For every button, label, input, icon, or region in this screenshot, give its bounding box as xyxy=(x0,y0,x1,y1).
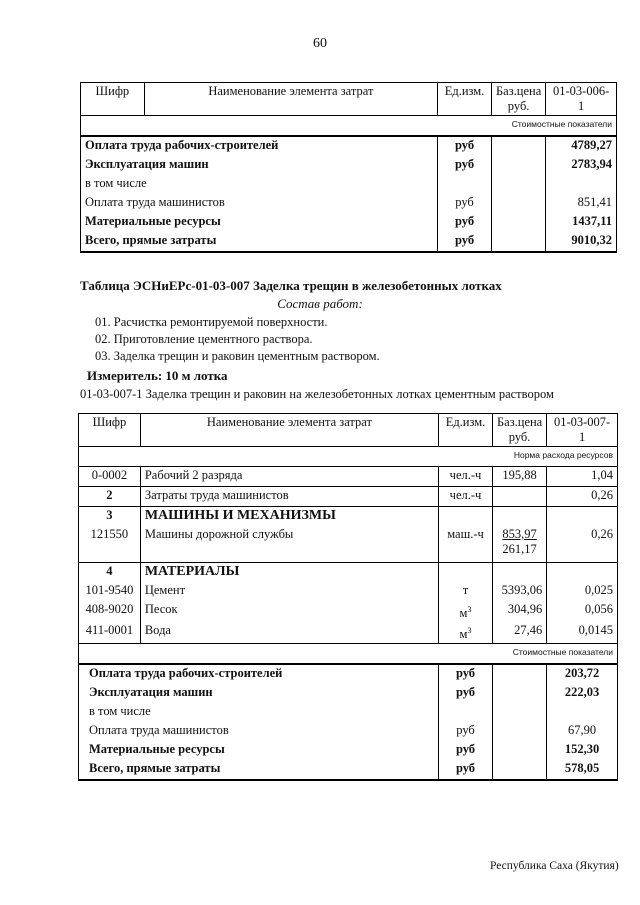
resource-name: Цемент xyxy=(140,582,438,601)
resource-price: 27,46 xyxy=(492,622,546,644)
cost-row-value: 1437,11 xyxy=(546,213,617,232)
resource-code: 0-0002 xyxy=(79,467,141,487)
cost-row-unit: руб xyxy=(439,722,493,741)
resource-price-secondary: 261,17 xyxy=(502,542,537,556)
resource-value: 0,0145 xyxy=(547,622,618,644)
cost-row-value: 578,05 xyxy=(547,760,618,780)
resource-name: Песок xyxy=(140,601,438,622)
cost-row-unit: руб xyxy=(439,664,493,684)
resource-unit: м xyxy=(459,627,468,642)
table-title: Таблица ЭСНиЕРс-01-03-007 Заделка трещин в железобетонных лотках xyxy=(80,278,502,293)
resource-code: 411-0001 xyxy=(79,622,141,644)
cost-row-value: 203,72 xyxy=(547,664,618,684)
resource-price: 304,96 xyxy=(492,601,546,622)
resource-unit: т xyxy=(439,582,493,601)
cost-row-name: Оплата труда рабочих-строителей xyxy=(81,136,438,156)
cost-row-name: Оплата труда машинистов xyxy=(79,722,439,741)
cost-row-unit: руб xyxy=(438,213,492,232)
cost-table-1 xyxy=(80,82,617,253)
header-name: Наименование элемента затрат xyxy=(140,414,438,447)
resource-price: 853,97 xyxy=(502,527,537,541)
cost-row-value: 851,41 xyxy=(546,194,617,213)
page-number: 60 xyxy=(313,36,327,51)
resource-name: Вода xyxy=(140,622,438,644)
resource-code: 121550 xyxy=(79,526,141,563)
cost-row-unit: руб xyxy=(438,136,492,156)
header-code: Шифр xyxy=(79,414,141,447)
cost-row-name: Всего, прямые затраты xyxy=(79,760,439,780)
cost-row-value: 67,90 xyxy=(547,722,618,741)
cost-row-unit: руб xyxy=(439,684,493,703)
section-name: МАТЕРИАЛЫ xyxy=(140,563,438,583)
section-name: МАШИНЫ И МЕХАНИЗМЫ xyxy=(140,507,438,527)
resource-unit: чел.-ч xyxy=(439,487,493,507)
resource-unit: чел.-ч xyxy=(439,467,493,487)
resource-value: 1,04 xyxy=(547,467,618,487)
composition-item: 03. Заделка трещин и раковин цементным раствором. xyxy=(95,349,380,363)
resource-unit: м xyxy=(459,606,468,621)
cost-row-name: Оплата труда машинистов xyxy=(81,194,438,213)
resource-unit: маш.-ч xyxy=(439,526,493,563)
cost-row-name: Материальные ресурсы xyxy=(79,741,439,760)
resource-name: Рабочий 2 разряда xyxy=(140,467,438,487)
resource-value: 0,26 xyxy=(547,487,618,507)
resource-name: Затраты труда машинистов xyxy=(140,487,438,507)
resource-code: 408-9020 xyxy=(79,601,141,622)
resource-value: 0,26 xyxy=(547,526,618,563)
norm-table xyxy=(78,413,618,781)
header-norm-code: 01-03-006-1 xyxy=(546,83,617,116)
measure-unit: Измеритель: 10 м лотка xyxy=(87,368,228,383)
cost-row-value: 9010,32 xyxy=(546,232,617,252)
header-name: Наименование элемента затрат xyxy=(144,83,437,116)
unit-superscript: 3 xyxy=(467,605,472,614)
resource-code: 101-9540 xyxy=(79,582,141,601)
cost-row-name: Материальные ресурсы xyxy=(81,213,438,232)
composition-item: 02. Приготовление цементного раствора. xyxy=(95,332,313,346)
cost-row-name: в том числе xyxy=(79,703,439,722)
header-norm-code: 01-03-007-1 xyxy=(547,414,618,447)
cost-row-unit: руб xyxy=(438,232,492,252)
resource-price: 195,88 xyxy=(492,467,546,487)
cost-row-value: 222,03 xyxy=(547,684,618,703)
resource-price: 5393,06 xyxy=(492,582,546,601)
section-code: 3 xyxy=(79,507,141,527)
footer-region: Республика Саха (Якутия) xyxy=(490,860,619,872)
subheader-cost: Стоимостные показатели xyxy=(79,644,618,665)
header-unit: Ед.изм. xyxy=(438,83,492,116)
cost-row-value: 2783,94 xyxy=(546,156,617,175)
resource-value: 0,056 xyxy=(547,601,618,622)
resource-name: Машины дорожной службы xyxy=(140,526,438,563)
cost-row-unit: руб xyxy=(439,760,493,780)
resource-value: 0,025 xyxy=(547,582,618,601)
subheader-norm: Норма расхода ресурсов xyxy=(79,447,618,467)
composition-item: 01. Расчистка ремонтируемой поверхности. xyxy=(95,315,328,329)
cost-row-value: 152,30 xyxy=(547,741,618,760)
section-code: 4 xyxy=(79,563,141,583)
composition-title: Состав работ: xyxy=(277,296,363,311)
resource-code: 2 xyxy=(79,487,141,507)
norm-subtitle: 01-03-007-1 Заделка трещин и раковин на железобетонных лотках цементным раствором xyxy=(80,387,554,401)
cost-row-name: Эксплуатация машин xyxy=(79,684,439,703)
cost-row-unit: руб xyxy=(439,741,493,760)
cost-row-name: Всего, прямые затраты xyxy=(81,232,438,252)
header-price: Баз.цена руб. xyxy=(492,414,546,447)
cost-row-name: в том числе xyxy=(81,175,438,194)
subheader-cost: Стоимостные показатели xyxy=(81,116,617,137)
unit-superscript: 3 xyxy=(467,626,472,636)
header-code: Шифр xyxy=(81,83,145,116)
cost-row-value: 4789,27 xyxy=(546,136,617,156)
header-unit: Ед.изм. xyxy=(439,414,493,447)
cost-row-name: Оплата труда рабочих-строителей xyxy=(79,664,439,684)
header-price: Баз.цена руб. xyxy=(491,83,545,116)
cost-row-unit: руб xyxy=(438,194,492,213)
cost-row-unit: руб xyxy=(438,156,492,175)
cost-row-name: Эксплуатация машин xyxy=(81,156,438,175)
